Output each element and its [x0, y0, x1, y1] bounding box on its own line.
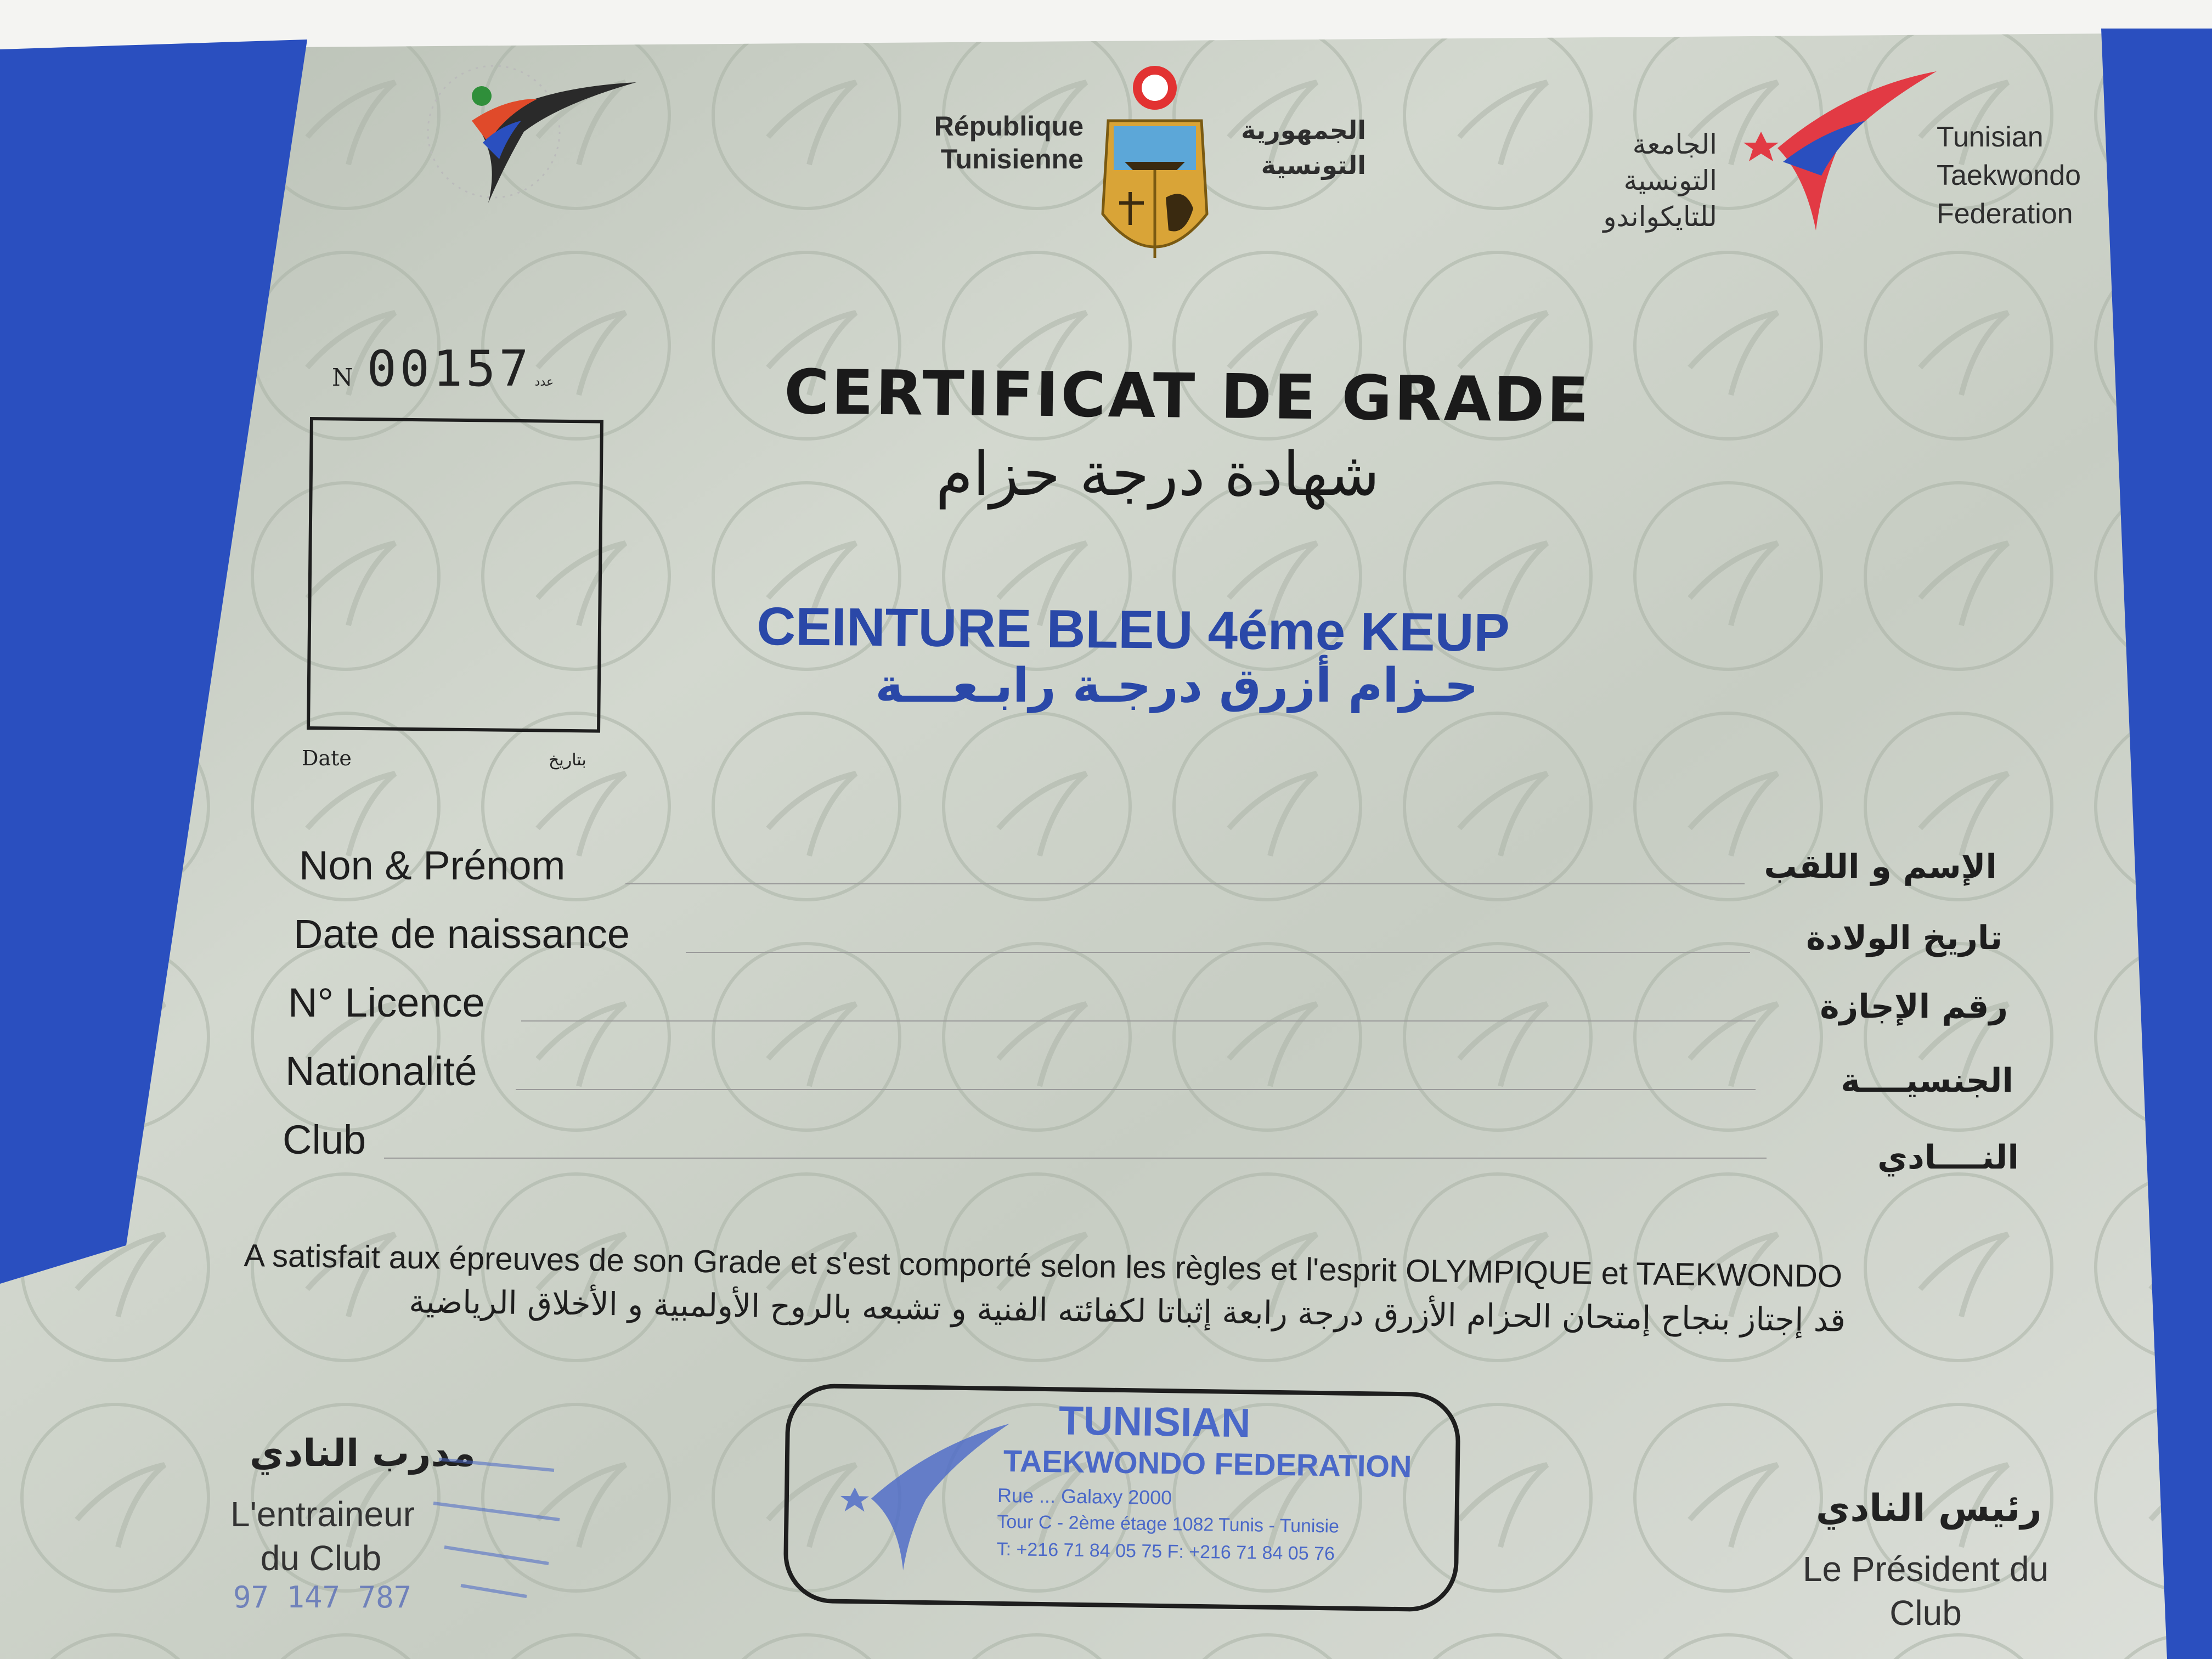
field-nationality-label: Nationalité	[285, 1048, 477, 1094]
federation-ar-line1: الجامعة	[1632, 128, 1717, 160]
stamp-line1: TUNISIAN	[1058, 1397, 1251, 1446]
coach-title-fr-line2: du Club	[260, 1538, 382, 1578]
field-birthdate-line[interactable]	[686, 952, 1750, 953]
president-title-fr-line2: Club	[1889, 1593, 1962, 1633]
republic-ar-line1: الجمهورية	[1241, 115, 1366, 145]
coat-of-arms-icon	[1075, 60, 1234, 280]
stamp-kicker-icon	[832, 1410, 1015, 1578]
certificate-title: CERTIFICAT DE GRADE	[783, 357, 1592, 437]
ttf-kicker-icon	[1739, 66, 1942, 241]
federation-stamp	[783, 1383, 1460, 1612]
world-taekwondo-icon	[395, 38, 647, 219]
coach-title-fr	[230, 1492, 415, 1580]
photo-date-label: Date	[302, 746, 352, 770]
republic-fr	[913, 110, 1084, 176]
serial-value: 00157	[366, 340, 532, 398]
field-nationality-label-ar: الجنسيــــة	[1841, 1062, 2013, 1100]
field-license-label: N° Licence	[288, 980, 485, 1025]
president-title-fr-line1: Le Président du	[1802, 1549, 2049, 1589]
field-name-line[interactable]	[625, 883, 1745, 884]
photo-date-label-ar: بتاريخ	[549, 751, 586, 770]
republic-fr-line2: Tunisienne	[940, 144, 1084, 174]
field-club-label-ar: النــــادي	[1877, 1138, 2019, 1177]
coach-phone: 97 147 787	[233, 1580, 412, 1615]
serial-number	[332, 340, 554, 398]
stamp-line5: T: +216 71 84 05 75 F: +216 71 84 05 76	[996, 1538, 1335, 1565]
republic-ar	[1223, 112, 1366, 183]
field-license-line[interactable]	[521, 1020, 1756, 1022]
coach-title-fr-line1: L'entraineur	[230, 1494, 415, 1534]
president-title-fr	[1761, 1547, 2090, 1635]
stamp-line3: Rue ... Galaxy 2000	[997, 1483, 1172, 1509]
federation-ar	[1531, 126, 1717, 235]
federation-en	[1937, 118, 2101, 233]
president-title-ar: رئيس النادي	[1816, 1487, 2042, 1530]
photo-placeholder[interactable]	[307, 417, 603, 733]
federation-en-line1: Tunisian	[1937, 121, 2044, 153]
republic-ar-line2: التونسية	[1261, 150, 1366, 180]
federation-en-line3: Federation	[1937, 198, 2073, 230]
field-club-label: Club	[283, 1117, 366, 1163]
coach-stamp-icon	[428, 1437, 565, 1602]
serial-prefix: N	[332, 364, 353, 392]
field-birthdate-label: Date de naissance	[294, 911, 630, 957]
federation-en-line2: Taekwondo	[1937, 160, 2081, 191]
federation-ar-line3: للتايكواندو	[1603, 201, 1717, 233]
field-nationality-line[interactable]	[516, 1089, 1756, 1090]
field-license-label-ar: رقم الإجازة	[1820, 988, 2008, 1026]
federation-ar-line2: التونسية	[1623, 165, 1717, 196]
stamp-line2: TAEKWONDO FEDERATION	[1003, 1443, 1412, 1484]
world-taekwondo-logo	[395, 38, 647, 219]
ttf-logo	[1739, 66, 1942, 241]
coat-of-arms	[1075, 60, 1234, 280]
field-name-label-ar: الإسم و اللقب	[1764, 848, 1997, 886]
serial-suffix-ar: عدد	[534, 375, 554, 389]
coach-title-ar: مدرب النادي	[250, 1432, 476, 1475]
field-birthdate-label-ar: تاريخ الولادة	[1806, 919, 2002, 957]
statement-ar: قد إجتاز بنجاح إمتحان الحزام الأزرق درجة رابعة إثباتا لكفائته الفنية و تشبعه بالروح الأولمبية و الأخلاق الرياضية	[408, 1283, 1846, 1339]
statement-fr: A satisfait aux épreuves de son Grade et s'est comporté selon les règles et l'esprit OLYMPIQUE et TAEKWONDO	[244, 1238, 1843, 1295]
field-name-label: Non & Prénom	[299, 843, 566, 888]
certificate-title-ar: شهادة درجة حزام	[935, 439, 1380, 509]
belt-grade: CEINTURE BLEU 4éme KEUP	[757, 596, 1510, 663]
field-club-line[interactable]	[384, 1158, 1767, 1159]
belt-grade-ar: حـزام أزرق درجـة رابـعـــة	[875, 658, 1479, 713]
stamp-line4: Tour C - 2ème étage 1082 Tunis - Tunisie	[997, 1511, 1340, 1537]
republic-fr-line1: République	[934, 111, 1084, 142]
